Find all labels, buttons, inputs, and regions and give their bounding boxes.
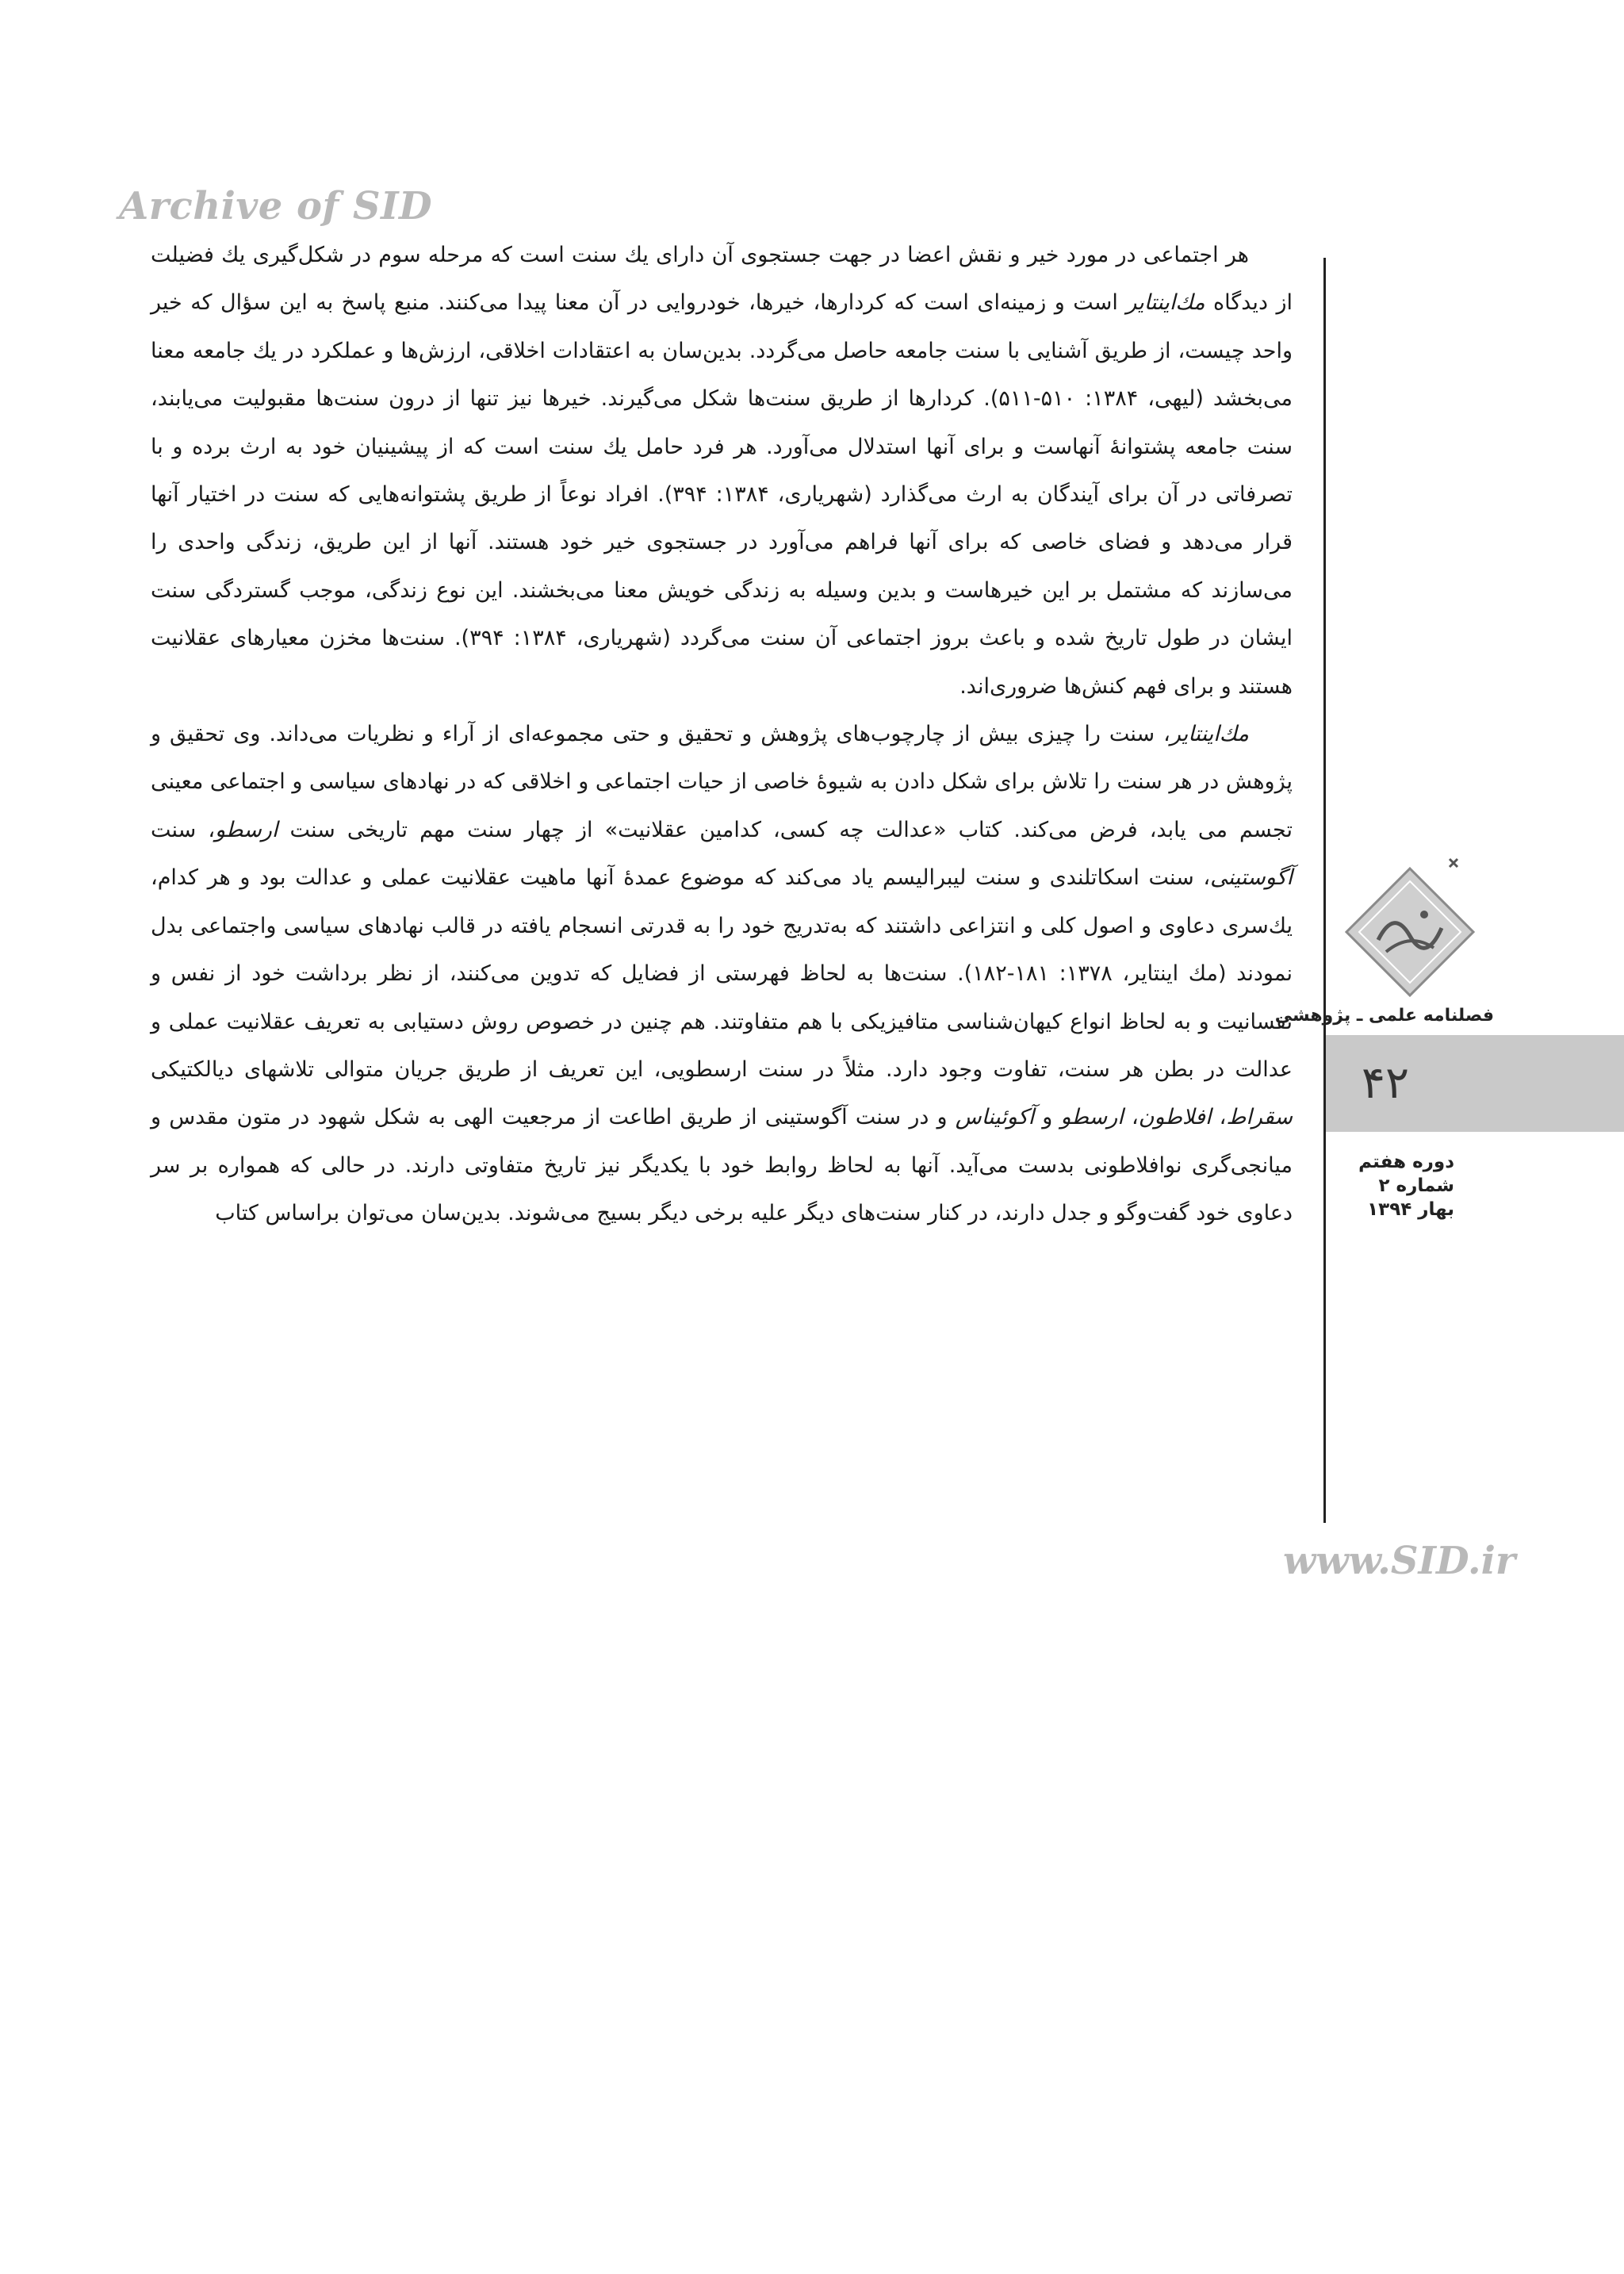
p2-text-3: ، سنت اسكاتلندی و سنت لیبرالیسم یاد می‌كند كه موضوع عمدهٔ آنها ماهیت عقلانیت عملی و عدالت بود و هر كدام، یك‌سری دعاوی و اصول كلی و انتزاعی داشتند كه به‌تدریج خود را به قدرتی انسجام یافته در قالب نهادهای سیاسی واجتماعی بدل نمودند (مك اینتایر، ۱۳۷۸: ۱۸۱-۱۸۲). سنت‌ها به لحاظ فهرستی از فضایل كه تدوین می‌كنند، از نظر برداشت خود از نفس و نفسانیت و به لحاظ انواع كیهان‌شناسی متافیزیكی با هم متفاوتند. هم چنین در خصوص روش دستیابی به تعریف عقلانیت عملی و عدالت در بطن هر سنت، تفاوت وجود دارد. مثلاً در سنت ارسطویی، این تعریف از طریق جریان متوالی تلاشهای دیالكتیكی (151, 865, 1293, 1082)
p2-italic-2: ارسطو (215, 817, 278, 842)
issue-number-label: شماره ۲ (1378, 1175, 1454, 1196)
volume-label: دوره هفتم (1358, 1152, 1454, 1172)
p2-italic-5: افلاطون (1138, 1105, 1212, 1130)
issue-info (1335, 1150, 1454, 1221)
p2-text-1: ، سنت را چیزی بیش از چارچوب‌های پژوهش و تحقیق و حتی مجموعه‌ای از آراء و نظریات می‌داند. وی تحقیق و پژوهش در هر سنت را تلاش برای شكل دادن به شیوهٔ خاصی از حیات اجتماعی و اخلاقی كه در نهادهای سیاسی و اجتماعی معینی تجسم می یابد، فرض می‌كند. كتاب «عدالت چه كسی، كدامین عقلانیت» از چهار سنت مهم تاریخی سنت (151, 722, 1293, 842)
p2-text-5: ، (1123, 1105, 1139, 1130)
archive-watermark: Archive of SID (119, 184, 433, 228)
portal-logo-icon (1331, 853, 1489, 1011)
column-divider (1323, 258, 1326, 1523)
p2-text-7: و در سنت آگوستینی از طریق اطاعت از مرجعیت الهی به شكل شهود در متون مقدس و میانجی‌گری نوافلاطونی بدست می‌آید. آنها به لحاظ روابط خود با یكدیگر نیز تاریخ متفاوتی دارند. در حالی كه همواره بر سر دعاوی خود گفت‌وگو و جدل دارند، در كنار سنت‌های دیگر علیه برخی دیگر بسیج می‌شوند. بدین‌سان می‌توان براساس كتاب (151, 1105, 1293, 1226)
p2-italic-7: آكوئیناس (955, 1105, 1035, 1130)
page-number: ۴۲ (1361, 1057, 1410, 1109)
article-body (151, 232, 1293, 1238)
p2-italic-4: سقراط (1226, 1105, 1293, 1130)
p1-italic-name: مك‌اینتایر (1126, 290, 1205, 316)
paragraph-2 (151, 711, 1293, 1237)
p2-text-2: ، سنت (151, 817, 216, 842)
p2-italic-3: آگوستینی (1210, 865, 1293, 891)
paragraph-1 (151, 232, 1293, 711)
p1-text-2: است و زمینه‌ای است كه كردارها، خیرها، خودروایی در آن معنا پیدا می‌كنند. منبع پاسخ به این سؤال كه خیر واحد چیست، از طریق آشنایی با سنت جامعه حاصل می‌گردد. بدین‌سان به اعتقادات اخلاقی، ارزش‌ها و عملكرد در یك جامعه معنا می‌بخشد (لیهی، ۱۳۸۴: ۵۱۰-۵۱۱). كردارها از طریق سنت‌ها شكل می‌گیرند. خیرها نیز تنها از درون سنت‌ها مقبولیت می‌یابند، سنت جامعه پشتوانهٔ آنهاست و برای آنها استدلال می‌آورد. هر فرد حامل یك سنت است كه از پیشینیان خود به ارث برده و با تصرفاتی در آن برای آیندگان به ارث می‌گذارد (شهریاری، ۱۳۸۴: ۳۹۴). افراد نوعاً از طریق پشتوانه‌هایی كه سنت در اختیار آنها قرار می‌دهد و فضای خاصی كه برای آنها فراهم می‌آورد در جستجوی خیر خود هستند. آنها از این طریق، زندگی واحدی را می‌سازند كه مشتمل بر این خیرهاست و بدین وسیله به زندگی خویش معنا می‌بخشند. این نوع زندگی، موجب گستردگی سنت ایشان در طول تاریخ شده و باعث بروز اجتماعی آن سنت می‌گردد (شهریاری، ۱۳۸۴: ۳۹۴). سنت‌ها مخزن معیارهای عقلانیت هستند و برای فهم كنش‌ها ضروری‌اند. (151, 290, 1293, 699)
p1-text-1: هر اجتماعی در مورد خیر و نقش اعضا در جهت جستجوی آن دارای یك سنت است كه مرحله سوم در شكل‌گیری یك فضیلت از دیدگاه (151, 243, 1293, 316)
p2-italic-6: ارسطو (1060, 1105, 1124, 1130)
p2-italic-1: مك‌اینتایر (1170, 722, 1249, 747)
p2-text-4: ، (1211, 1105, 1227, 1130)
season-year-label: بهار ۱۳۹۴ (1367, 1199, 1454, 1220)
p2-text-6: و (1034, 1105, 1061, 1130)
journal-label: فصلنامه علمی ـ پژوهشی (1274, 1006, 1494, 1026)
site-watermark: www.SID.ir (1283, 1539, 1516, 1583)
